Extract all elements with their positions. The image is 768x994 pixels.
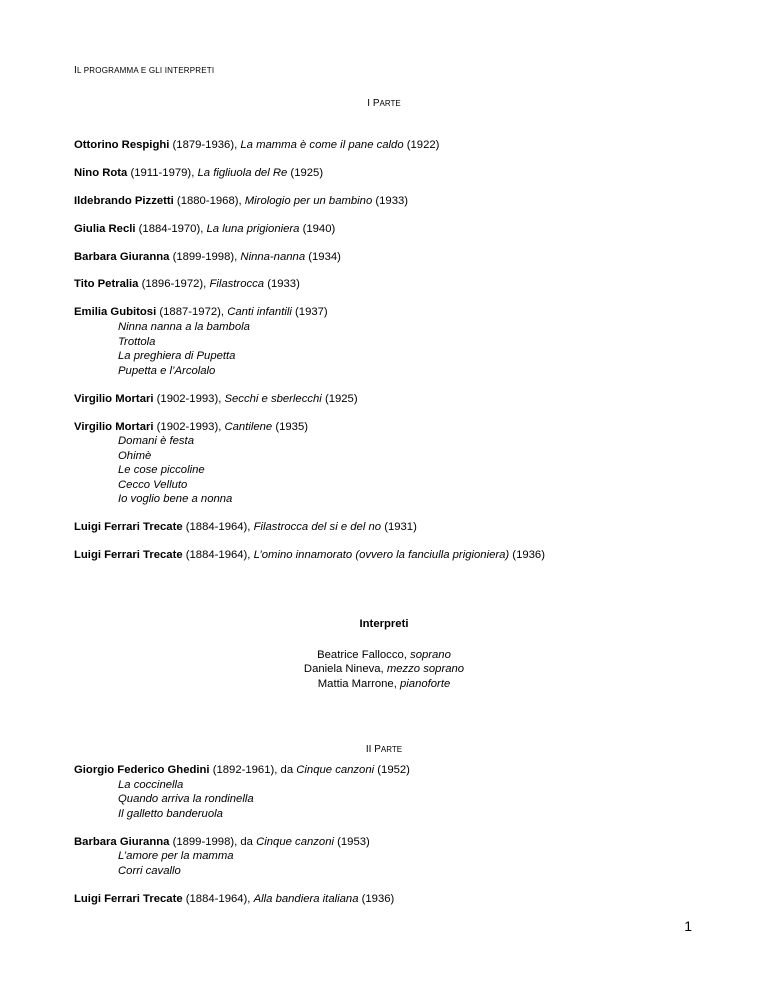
piece-title: Le cose piccoline: [118, 464, 205, 477]
composer-name: Virgilio Mortari: [74, 420, 154, 433]
work-title: L’omino innamorato (ovvero la fanciulla prigioniera): [253, 549, 510, 562]
program-entry: [74, 277, 714, 292]
program-entry: [74, 520, 714, 535]
composer-dates: (1884-1964),: [182, 549, 254, 562]
piece-title: La preghiera di Pupetta: [118, 350, 236, 363]
work-title: La mamma è come il pane caldo: [240, 139, 404, 151]
composer-dates: (1879-1936),: [169, 139, 241, 151]
performer-name: Daniela Nineva,: [303, 663, 387, 676]
program-entry-line: [74, 420, 714, 435]
composer-dates: (1899-1998),: [169, 250, 241, 263]
performer-line: [0, 648, 768, 663]
composer-name: Nino Rota: [74, 166, 128, 179]
part-one-program: [74, 138, 714, 576]
program-entry-line: [74, 166, 714, 181]
program-entry: [74, 194, 714, 209]
performer-role: mezzo soprano: [386, 663, 465, 676]
program-entry-line: [74, 222, 714, 237]
work-title: La luna prigioniera: [206, 222, 300, 235]
composer-dates: (1884-1970),: [135, 222, 207, 235]
composer-dates: (1902-1993),: [153, 420, 225, 433]
piece-title: La coccinella: [118, 778, 184, 791]
piece-title: Cecco Velluto: [118, 478, 188, 491]
composer-dates: (1887-1972),: [156, 306, 228, 319]
program-entry: [74, 392, 714, 407]
part-one-title-initial: I P: [367, 98, 380, 109]
work-year: (1925): [321, 392, 358, 405]
program-entry-line: [74, 520, 714, 535]
work-title: Cinque canzoni: [256, 835, 334, 848]
program-entry: [74, 138, 714, 153]
composer-name: Luigi Ferrari Trecate: [74, 521, 183, 534]
piece-title: Pupetta e l’Arcolalo: [118, 364, 216, 377]
work-year: (1933): [372, 194, 409, 207]
part-one-title: [0, 98, 768, 109]
part-one-title-rest: ARTE: [379, 99, 401, 108]
performer-name: Beatrice Fallocco,: [317, 648, 411, 661]
work-title: Cinque canzoni: [296, 764, 375, 776]
composer-name: Emilia Gubitosi: [74, 306, 157, 319]
part-two-title-initial: II P: [365, 744, 381, 755]
piece-title: Io voglio bene a nonna: [118, 493, 233, 506]
program-entry-line: [74, 835, 714, 850]
performer-line: [0, 677, 768, 692]
work-title: Ninna-nanna: [240, 250, 306, 263]
page-number: 1: [684, 918, 692, 934]
program-entry-line: [74, 763, 714, 778]
composer-dates: (1911-1979),: [127, 166, 198, 179]
piece-title: Domani è festa: [118, 435, 194, 448]
program-entry-line: [74, 305, 714, 320]
program-entry-line: [74, 138, 714, 153]
composer-name: Tito Petralia: [74, 278, 139, 291]
work-year: (1922): [403, 139, 440, 151]
work-year: (1936): [358, 892, 395, 905]
performers-heading: Interpreti: [359, 618, 409, 630]
work-title: Canti infantili: [227, 306, 292, 319]
work-title: Secchi e sberlecchi: [224, 392, 322, 405]
work-year: (1940): [299, 222, 336, 235]
composer-name: Giorgio Federico Ghedini: [74, 764, 210, 776]
work-title: Cantilene: [224, 420, 273, 433]
part-two-program: [74, 763, 714, 920]
program-entry: [74, 420, 714, 508]
piece-title: Il galletto banderuola: [118, 807, 223, 820]
piece-title: Ohimè: [118, 449, 152, 462]
composer-name: Giulia Recli: [74, 222, 136, 235]
composer-name: Ottorino Respighi: [74, 139, 170, 151]
program-entry-line: [74, 548, 714, 563]
work-year: (1933): [264, 278, 300, 291]
work-title: La figliuola del Re: [197, 166, 288, 179]
piece-title: Ninna nanna a la bambola: [118, 320, 250, 333]
composer-dates: (1884-1964),: [182, 521, 254, 534]
part-two-title-rest: ARTE: [380, 745, 403, 754]
composer-dates: (1902-1993),: [153, 392, 225, 405]
composer-dates: (1892-1961), da: [209, 764, 297, 776]
composer-name: Virgilio Mortari: [74, 392, 154, 405]
composer-name: Luigi Ferrari Trecate: [74, 892, 183, 905]
piece-title: Trottola: [118, 335, 156, 348]
piece-title: L’amore per la mamma: [118, 850, 234, 863]
work-year: (1935): [272, 420, 309, 433]
program-entry: [74, 305, 714, 378]
composer-dates: (1884-1964),: [182, 892, 254, 905]
composer-dates: (1899-1998), da: [169, 835, 257, 848]
performers-section: [0, 617, 768, 691]
heading-initial: I: [74, 65, 77, 76]
work-title: Filastrocca del si e del no: [253, 521, 382, 534]
composer-name: Barbara Giuranna: [74, 835, 170, 848]
composer-dates: (1896-1972),: [138, 278, 210, 291]
program-entry: [74, 835, 714, 879]
piece-title: Corri cavallo: [118, 864, 181, 877]
work-year: (1952): [374, 764, 410, 776]
work-year: (1934): [305, 250, 341, 263]
program-entry-line: [74, 194, 714, 209]
composer-name: Luigi Ferrari Trecate: [74, 549, 183, 562]
composer-dates: (1880-1968),: [173, 194, 245, 207]
performer-line: [0, 662, 768, 677]
heading-rest: L PROGRAMMA E GLI INTERPRETI: [76, 66, 215, 75]
performer-role: pianoforte: [400, 677, 451, 690]
piece-title: Quando arriva la rondinella: [118, 793, 254, 806]
program-entry: [74, 250, 714, 265]
performer-role: soprano: [410, 648, 451, 661]
performers-list: [0, 648, 768, 692]
work-year: (1931): [381, 521, 417, 534]
program-entry-line: [74, 392, 714, 407]
program-entry: [74, 222, 714, 237]
work-year: (1937): [291, 306, 328, 319]
work-title: Alla bandiera italiana: [253, 892, 359, 905]
work-title: Mirologio per un bambino: [244, 194, 373, 207]
work-year: (1925): [287, 166, 324, 179]
work-title: Filastrocca: [209, 278, 265, 291]
document-heading: [74, 65, 214, 76]
composer-name: Ildebrando Pizzetti: [74, 194, 174, 207]
program-entry: [74, 548, 714, 563]
program-entry-line: [74, 277, 714, 292]
composer-name: Barbara Giuranna: [74, 250, 170, 263]
part-two-title: [0, 744, 768, 755]
work-year: (1936): [509, 549, 545, 562]
program-entry-line: [74, 250, 714, 265]
program-entry: [74, 892, 714, 907]
program-entry: [74, 763, 714, 821]
work-year: (1953): [334, 835, 370, 848]
program-entry: [74, 166, 714, 181]
program-entry-line: [74, 892, 714, 907]
performer-name: Mattia Marrone,: [317, 677, 400, 690]
